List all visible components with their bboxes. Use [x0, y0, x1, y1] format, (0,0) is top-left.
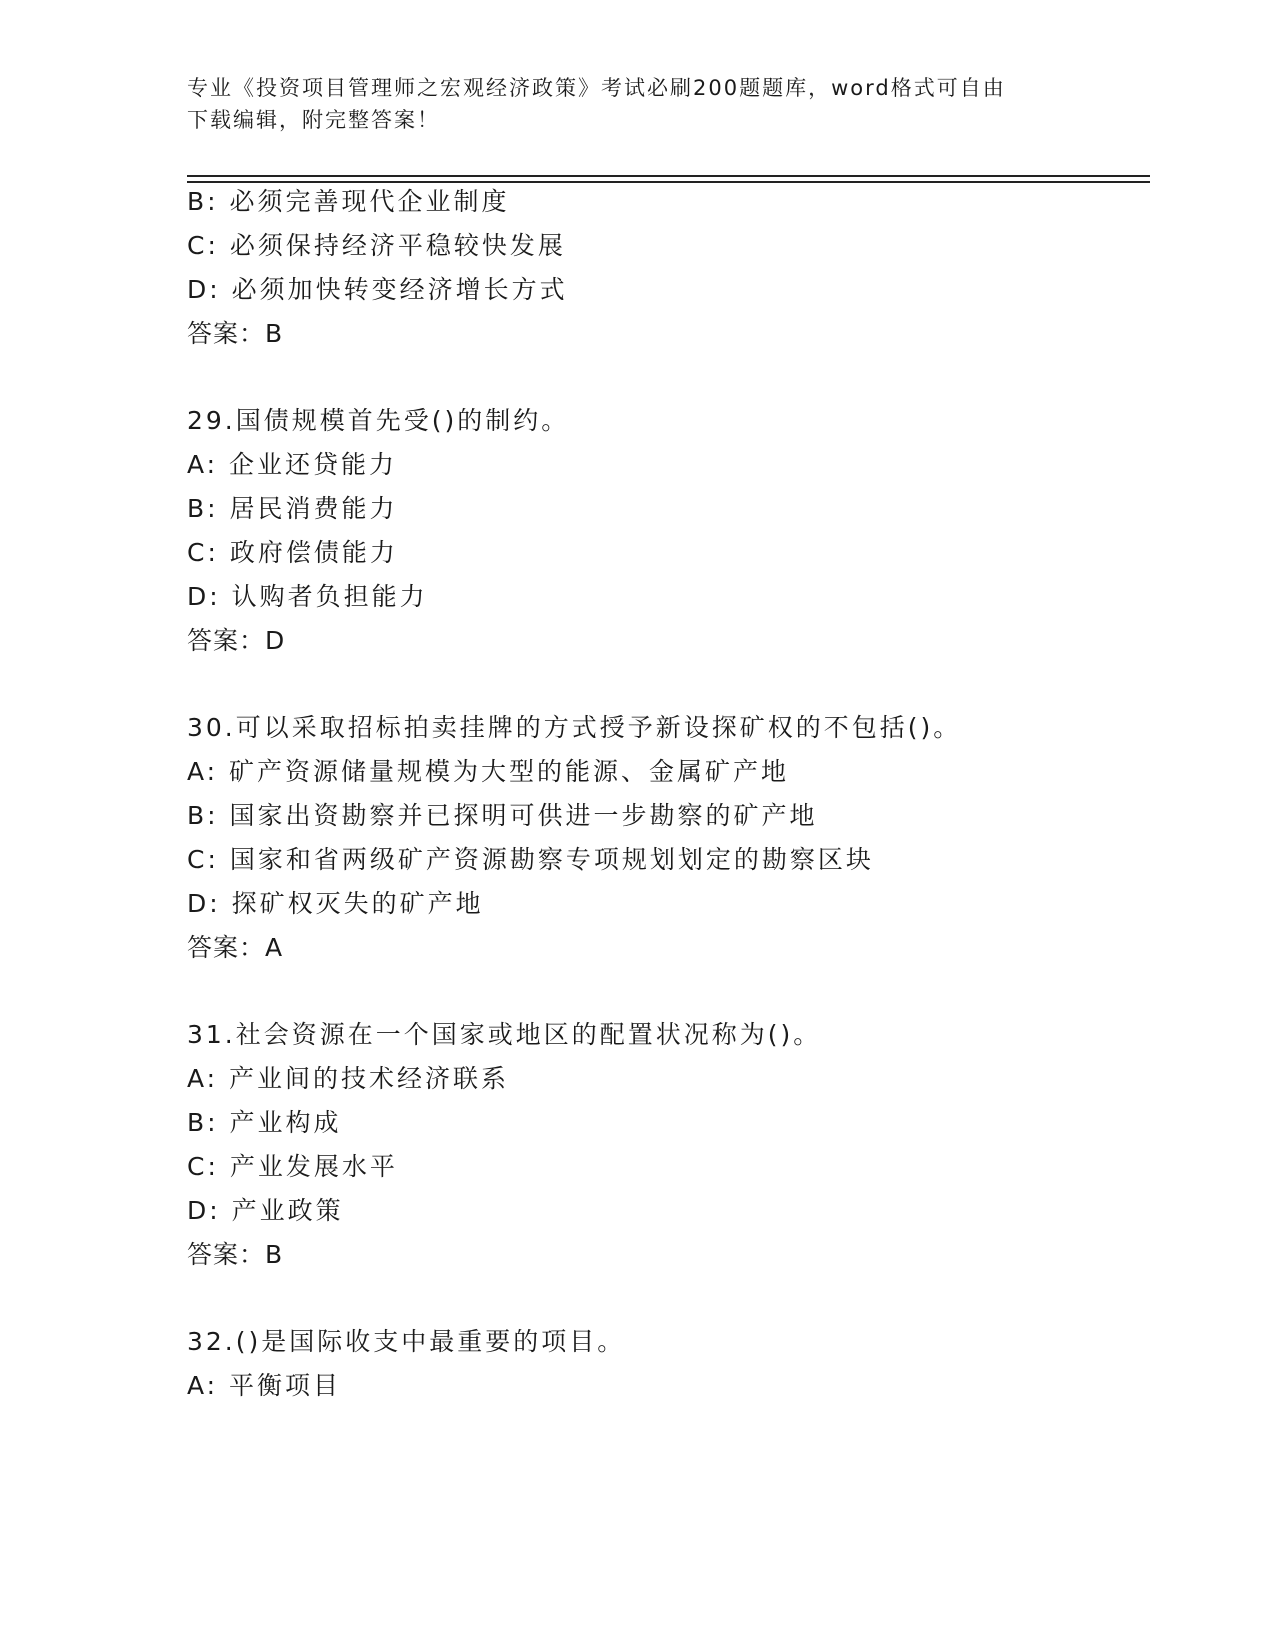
q29-stem: 29.国债规模首先受()的制约。	[187, 406, 570, 435]
q31-stem: 31.社会资源在一个国家或地区的配置状况称为()。	[187, 1020, 822, 1049]
q29-option-a: A: 企业还贷能力	[187, 450, 398, 479]
q30-option-c: C: 国家和省两级矿产资源勘察专项规划划定的勘察区块	[187, 845, 874, 874]
document-header	[187, 72, 1087, 136]
q29-option-b: B: 居民消费能力	[187, 494, 398, 523]
q30-option-d: D: 探矿权灭失的矿产地	[187, 889, 484, 918]
q29-option-c: C: 政府偿债能力	[187, 538, 398, 567]
header-rule-bottom	[187, 181, 1150, 183]
q32-option-a: A: 平衡项目	[187, 1371, 342, 1400]
q32-stem: 32.()是国际收支中最重要的项目。	[187, 1327, 626, 1356]
q31-option-c: C: 产业发展水平	[187, 1152, 398, 1181]
q31-option-d: D: 产业政策	[187, 1196, 344, 1225]
q28-option-c: C: 必须保持经济平稳较快发展	[187, 231, 566, 260]
q30-option-a: A: 矿产资源储量规模为大型的能源、金属矿产地	[187, 757, 790, 786]
q30-option-b: B: 国家出资勘察并已探明可供进一步勘察的矿产地	[187, 801, 818, 830]
q31-option-a: A: 产业间的技术经济联系	[187, 1064, 510, 1093]
q31-answer: 答案：B	[187, 1240, 284, 1269]
header-line-1: 专业《投资项目管理师之宏观经济政策》考试必刷200题题库，word格式可自由	[187, 76, 1006, 100]
header-rule-top	[187, 175, 1150, 177]
q30-stem: 30.可以采取招标拍卖挂牌的方式授予新设探矿权的不包括()。	[187, 713, 962, 742]
q29-answer: 答案：D	[187, 626, 286, 655]
q28-option-d: D: 必须加快转变经济增长方式	[187, 275, 568, 304]
header-line-2: 下载编辑，附完整答案！	[187, 108, 440, 132]
q30-answer: 答案：A	[187, 933, 284, 962]
q28-answer: 答案：B	[187, 319, 284, 348]
q31-option-b: B: 产业构成	[187, 1108, 342, 1137]
q29-option-d: D: 认购者负担能力	[187, 582, 428, 611]
q28-option-b: B: 必须完善现代企业制度	[187, 187, 510, 216]
